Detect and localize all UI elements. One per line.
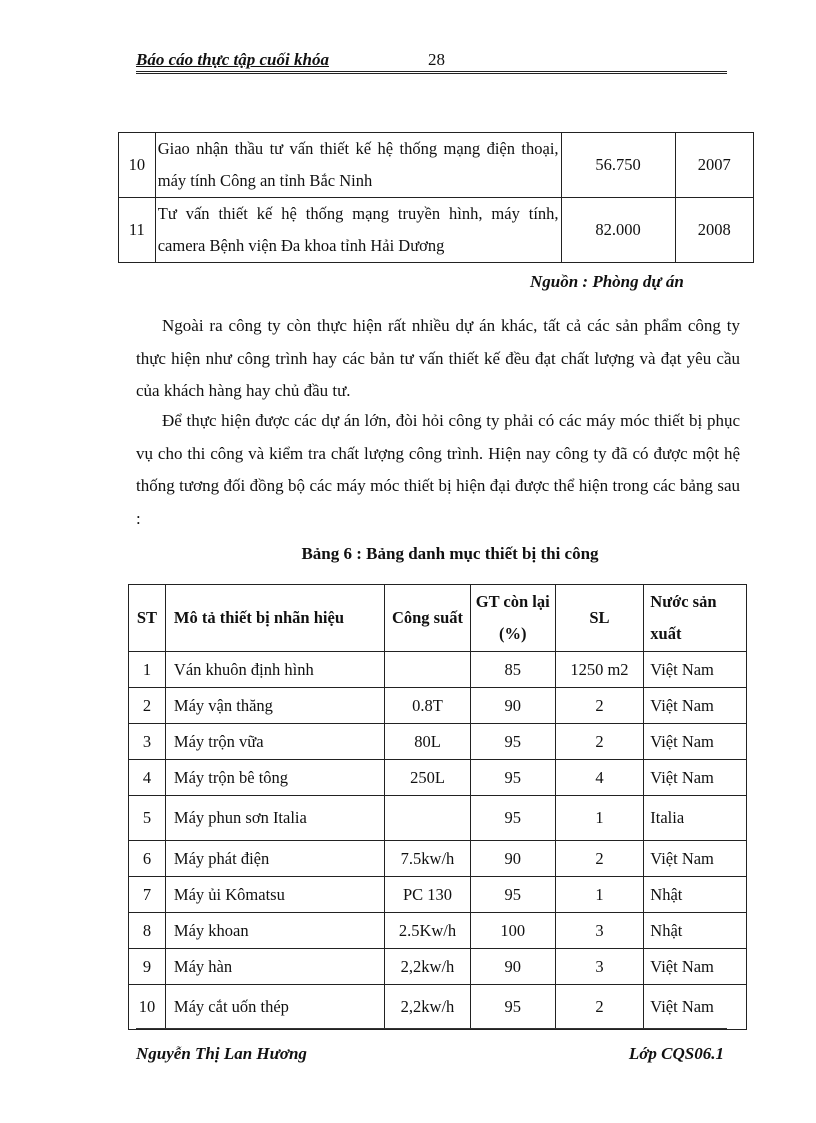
cell-quantity: 3 [555, 913, 644, 949]
cell-st: 6 [129, 841, 166, 877]
cell-quantity: 1 [555, 877, 644, 913]
table-row [129, 841, 747, 877]
project-year: 2007 [675, 133, 753, 198]
cell-quantity: 1250 m2 [555, 652, 644, 688]
cell-remaining-value: 90 [470, 688, 555, 724]
cell-capacity: 250L [385, 760, 471, 796]
project-value: 56.750 [561, 133, 675, 198]
project-description: Tư vấn thiết kế hệ thống mạng truyền hình, máy tính, camera Bệnh viện Đa khoa tỉnh Hải Dương [155, 198, 561, 263]
header-divider [136, 71, 727, 76]
table-row [129, 877, 747, 913]
cell-st: 10 [129, 985, 166, 1030]
cell-remaining-value: 95 [470, 724, 555, 760]
cell-description: Máy vận thăng [165, 688, 384, 724]
header-st: ST [129, 585, 166, 652]
cell-st: 7 [129, 877, 166, 913]
cell-quantity: 2 [555, 985, 644, 1030]
cell-quantity: 2 [555, 688, 644, 724]
cell-country: Việt Nam [644, 724, 747, 760]
cell-remaining-value: 85 [470, 652, 555, 688]
cell-country: Việt Nam [644, 841, 747, 877]
cell-capacity: PC 130 [385, 877, 471, 913]
cell-description: Máy phun sơn Italia [165, 796, 384, 841]
cell-country: Việt Nam [644, 949, 747, 985]
cell-quantity: 4 [555, 760, 644, 796]
table-row [129, 985, 747, 1030]
cell-capacity: 7.5kw/h [385, 841, 471, 877]
cell-st: 2 [129, 688, 166, 724]
cell-capacity: 0.8T [385, 688, 471, 724]
cell-capacity [385, 796, 471, 841]
cell-remaining-value: 90 [470, 841, 555, 877]
cell-st: 5 [129, 796, 166, 841]
header-title: Báo cáo thực tập cuối khóa [136, 50, 329, 69]
cell-remaining-value: 95 [470, 985, 555, 1030]
footer-class: Lớp CQS06.1 [628, 1044, 724, 1063]
cell-st: 3 [129, 724, 166, 760]
cell-remaining-value: 100 [470, 913, 555, 949]
cell-remaining-value: 95 [470, 796, 555, 841]
projects-table [118, 132, 754, 263]
paragraph-text: Ngoài ra công ty còn thực hiện rất nhiều dự án khác, tất cả các sản phẩm công ty thực hiện như công trình hay các bản tư vấn thiết kế đều đạt chất lượng và đạt yêu cầu của khách hàng hay chủ đầu tư. [136, 316, 740, 400]
cell-country: Việt Nam [644, 760, 747, 796]
cell-description: Máy phát điện [165, 841, 384, 877]
cell-description: Máy cắt uốn thép [165, 985, 384, 1030]
paragraph [136, 310, 740, 408]
table-header-row [129, 585, 747, 652]
cell-st: 8 [129, 913, 166, 949]
cell-quantity: 2 [555, 724, 644, 760]
table-row [129, 688, 747, 724]
paragraph-text: Để thực hiện được các dự án lớn, đòi hỏi công ty phải có các máy móc thiết bị phục vụ cho thi công và kiểm tra chất lượng công trình. Hiện nay công ty đã có được một hệ thống tương đối đồng bộ các máy móc thiết bị hiện đại được thể hiện trong các bảng sau : [136, 411, 740, 528]
footer-divider [136, 1028, 727, 1029]
cell-capacity: 2,2kw/h [385, 985, 471, 1030]
table-row [129, 724, 747, 760]
header-remaining-value: GT còn lại (%) [470, 585, 555, 652]
cell-capacity: 80L [385, 724, 471, 760]
cell-quantity: 3 [555, 949, 644, 985]
table-row [129, 796, 747, 841]
header-description: Mô tả thiết bị nhãn hiệu [165, 585, 384, 652]
cell-st: 1 [129, 652, 166, 688]
source-note: Nguồn : Phòng dự án [530, 272, 684, 291]
table-row [129, 949, 747, 985]
table-row [129, 652, 747, 688]
cell-country: Italia [644, 796, 747, 841]
cell-description: Máy khoan [165, 913, 384, 949]
paragraph [136, 405, 740, 535]
cell-country: Nhật [644, 877, 747, 913]
cell-st: 4 [129, 760, 166, 796]
table-row [129, 760, 747, 796]
cell-quantity: 1 [555, 796, 644, 841]
cell-country: Việt Nam [644, 985, 747, 1030]
cell-description: Máy ủi Kômatsu [165, 877, 384, 913]
cell-st: 9 [129, 949, 166, 985]
table-row [119, 133, 754, 198]
cell-description: Máy hàn [165, 949, 384, 985]
cell-capacity: 2,2kw/h [385, 949, 471, 985]
table-row [119, 198, 754, 263]
cell-description: Ván khuôn định hình [165, 652, 384, 688]
cell-description: Máy trộn vữa [165, 724, 384, 760]
header-quantity: SL [555, 585, 644, 652]
cell-quantity: 2 [555, 841, 644, 877]
row-number: 10 [119, 133, 156, 198]
cell-capacity [385, 652, 471, 688]
page-number: 28 [428, 50, 445, 69]
cell-remaining-value: 90 [470, 949, 555, 985]
header-country: Nước sản xuất [644, 585, 747, 652]
cell-country: Nhật [644, 913, 747, 949]
table-caption: Bảng 6 : Bảng danh mục thiết bị thi công [301, 544, 599, 563]
cell-country: Việt Nam [644, 652, 747, 688]
project-value: 82.000 [561, 198, 675, 263]
project-description: Giao nhận thầu tư vấn thiết kế hệ thống mạng điện thoại, máy tính Công an tỉnh Bắc Ninh [155, 133, 561, 198]
page-header [136, 48, 727, 72]
cell-remaining-value: 95 [470, 760, 555, 796]
table-row [129, 913, 747, 949]
cell-remaining-value: 95 [470, 877, 555, 913]
cell-country: Việt Nam [644, 688, 747, 724]
cell-capacity: 2.5Kw/h [385, 913, 471, 949]
cell-description: Máy trộn bê tông [165, 760, 384, 796]
equipment-table [128, 584, 747, 1030]
footer-author: Nguyễn Thị Lan Hương [136, 1044, 307, 1063]
header-capacity: Công suất [385, 585, 471, 652]
row-number: 11 [119, 198, 156, 263]
project-year: 2008 [675, 198, 753, 263]
